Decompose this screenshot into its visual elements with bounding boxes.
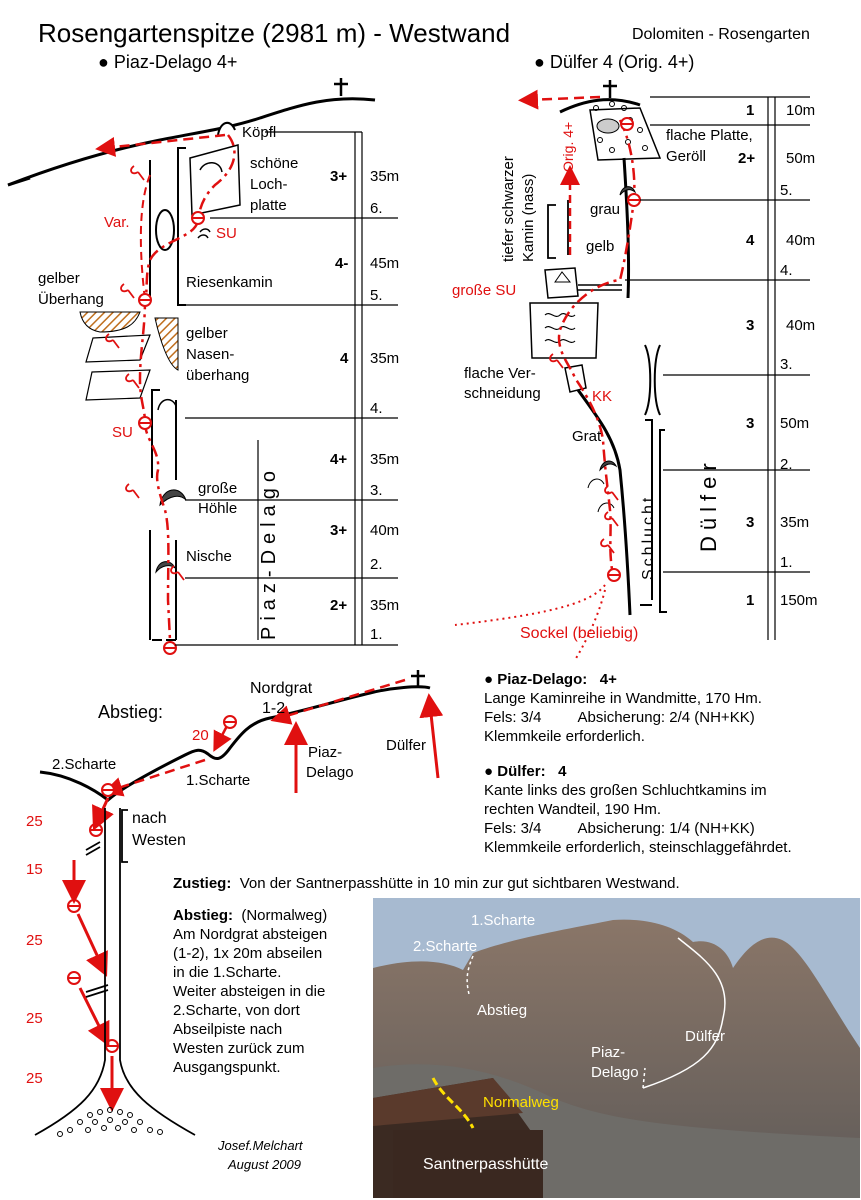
info-abstieg-line-6: Abseilpiste nach bbox=[173, 1021, 283, 1038]
label-kamin-1: tiefer schwarzer bbox=[500, 156, 517, 262]
route-left-heading: ● Piaz-Delago 4+ bbox=[98, 52, 238, 72]
duelfer-pitch-no-4: 4. bbox=[780, 262, 793, 279]
duelfer-length-2: 50m bbox=[780, 415, 810, 432]
piaz-grade-2: 3+ bbox=[330, 522, 348, 539]
duelfer-exit-arrow bbox=[528, 97, 600, 100]
info-piaz-fels: Fels: 3/4 bbox=[484, 709, 542, 726]
info-abstieg-line-1: Am Nordgrat absteigen bbox=[173, 926, 328, 943]
gelber-ueberhang-shape bbox=[80, 312, 140, 332]
piaz-length-1: 35m bbox=[370, 597, 400, 614]
duelfer-grade-base: 1 bbox=[746, 592, 755, 609]
label-kamin-2: Kamin (nass) bbox=[520, 173, 537, 262]
piaz-grade-5: 4- bbox=[335, 255, 349, 272]
piaz-length-4: 35m bbox=[370, 350, 400, 367]
info-duelfer-head: Dülfer: bbox=[497, 763, 546, 780]
duelfer-length-4: 40m bbox=[786, 232, 816, 249]
label-rap-5: 25 bbox=[26, 1070, 43, 1087]
info-abstieg bbox=[173, 906, 373, 1077]
piaz-pitch-no-5: 5. bbox=[370, 287, 383, 304]
info-piaz-sicherung: Absicherung: 2/4 (NH+KK) bbox=[577, 709, 755, 726]
duelfer-vertical-name: Dülfer bbox=[696, 457, 721, 552]
flache-platte-shape bbox=[590, 108, 660, 160]
label-abstieg-duelfer: Dülfer bbox=[386, 737, 427, 754]
label-nordgrat: Nordgrat bbox=[250, 680, 313, 697]
label-rap-1: 25 bbox=[26, 813, 43, 830]
duelfer-length-1: 35m bbox=[780, 514, 810, 531]
duelfer-grade-3: 3 bbox=[746, 317, 755, 334]
label-var: Var. bbox=[104, 214, 130, 231]
sockel-dots bbox=[455, 585, 605, 660]
label-ueberhang: Überhang bbox=[38, 291, 104, 308]
label-westen: Westen bbox=[132, 832, 186, 849]
label-grosse: große bbox=[198, 480, 238, 497]
label-gelber: gelber bbox=[38, 270, 80, 287]
info-piaz-grade: 4+ bbox=[599, 671, 617, 688]
duelfer-grade-top: 1 bbox=[746, 102, 755, 119]
info-duelfer-grade: 4 bbox=[558, 763, 567, 780]
label-grosse-su: große SU bbox=[452, 282, 517, 299]
duelfer-pitch-no-2: 2. bbox=[780, 456, 793, 473]
label-nach: nach bbox=[132, 810, 167, 827]
duelfer-grade-4: 4 bbox=[746, 232, 755, 249]
label-rap-2: 15 bbox=[26, 861, 43, 878]
label-verschneidung-1: flache Ver- bbox=[464, 365, 536, 382]
mountain-photo bbox=[373, 898, 860, 1198]
info-abstieg-line-2: (1-2), 1x 20m abseilen bbox=[173, 945, 323, 962]
label-verschneidung-2: schneidung bbox=[464, 385, 541, 402]
info-duelfer-sicherung: Absicherung: 1/4 (NH+KK) bbox=[577, 820, 755, 837]
piaz-length-3: 35m bbox=[370, 451, 400, 468]
duelfer-grade-5: 2+ bbox=[738, 150, 756, 167]
label-abstieg-piaz-2: Delago bbox=[306, 764, 354, 781]
info-abstieg-line-7: Westen zurück zum bbox=[173, 1040, 305, 1057]
page-title: Rosengartenspitze (2981 m) - Westwand bbox=[38, 18, 511, 48]
label-scharte-2: 2.Scharte bbox=[52, 756, 117, 773]
piaz-length-5: 45m bbox=[370, 255, 400, 272]
piaz-length-6: 35m bbox=[370, 168, 400, 185]
duelfer-rib-line bbox=[624, 158, 629, 298]
label-su-1: SU bbox=[216, 225, 237, 242]
label-nasen: Nasen- bbox=[186, 346, 235, 363]
info-duelfer-line-2: rechten Wandteil, 190 Hm. bbox=[484, 801, 662, 818]
label-loch: Loch- bbox=[250, 176, 288, 193]
label-riesenkamin: Riesenkamin bbox=[186, 274, 273, 291]
piaz-pitch-no-2: 2. bbox=[370, 556, 383, 573]
schlucht-hole-icons bbox=[588, 461, 616, 512]
var-route-line bbox=[141, 175, 150, 300]
label-nordgrat-grade: 1-2 bbox=[262, 700, 286, 717]
label-hoehle: Höhle bbox=[198, 500, 238, 517]
photo-label-piaz-2: Delago bbox=[591, 1064, 639, 1081]
info-duelfer-line-1: Kante links des großen Schluchtkamins im bbox=[484, 782, 767, 799]
kamin-bracket bbox=[548, 200, 568, 258]
label-gelber-nasen: gelber bbox=[186, 325, 228, 342]
photo-label-scharte-1: 1.Scharte bbox=[471, 912, 536, 929]
photo-label-normalweg: Normalweg bbox=[483, 1094, 559, 1111]
label-abstieg-piaz-1: Piaz- bbox=[308, 744, 343, 761]
label-platte: platte bbox=[250, 197, 287, 214]
piaz-pitch-no-1: 1. bbox=[370, 626, 383, 643]
info-piaz: ● Piaz-Delago: 4+ Lange Kaminreihe in Wandmitte, 170 Hm. Fels: 3/4 Absicherung: 2/4 (NH+KK) Klemmkeile erforderlich. bbox=[484, 670, 854, 746]
piaz-exit-arrow bbox=[105, 135, 225, 148]
info-abstieg-line-3: in die 1.Scharte. bbox=[173, 964, 282, 981]
info-duelfer-fels: Fels: 3/4 bbox=[484, 820, 542, 837]
piaz-grade-1: 2+ bbox=[330, 597, 348, 614]
label-koepfl: Köpfl bbox=[242, 124, 277, 141]
label-nasenueberhang: überhang bbox=[186, 367, 250, 384]
label-nische: Nische bbox=[186, 548, 232, 565]
duelfer-grade-2: 3 bbox=[746, 415, 755, 432]
date: August 2009 bbox=[228, 1157, 302, 1172]
label-scharte-1: 1.Scharte bbox=[186, 772, 251, 789]
photo-label-abstieg: Abstieg bbox=[477, 1002, 528, 1019]
info-zustieg-head: Zustieg: bbox=[173, 875, 232, 892]
info-abstieg-head: Abstieg: bbox=[173, 907, 233, 924]
info-piaz-line-1: Lange Kaminreihe in Wandmitte, 170 Hm. bbox=[484, 690, 762, 707]
piaz-grade-4: 4 bbox=[340, 350, 349, 367]
wave-slab-shape bbox=[530, 303, 598, 358]
label-grat: Grat bbox=[572, 428, 602, 445]
upper-niche-icon bbox=[158, 400, 176, 410]
info-zustieg-text: Von der Santnerpasshütte in 10 min zur gut sichtbaren Westwand. bbox=[239, 875, 680, 892]
su-bracket-icon bbox=[198, 229, 210, 238]
info-piaz-head: Piaz-Delago: bbox=[497, 671, 588, 688]
label-grau: grau bbox=[590, 201, 621, 218]
route-right-heading: ● Dülfer 4 (Orig. 4+) bbox=[534, 52, 695, 72]
label-rap-20: 20 bbox=[192, 727, 209, 744]
photo-label-huette: Santnerpasshütte bbox=[423, 1156, 549, 1173]
info-abstieg-line-8: Ausgangspunkt. bbox=[173, 1059, 281, 1076]
info-abstieg-line-4: Weiter absteigen in die bbox=[173, 983, 326, 1000]
duelfer-pitch-no-3: 3. bbox=[780, 356, 793, 373]
info-abstieg-line-5: 2.Scharte, von dort bbox=[173, 1002, 300, 1019]
photo-label-piaz-1: Piaz- bbox=[591, 1044, 626, 1061]
label-schoene: schöne bbox=[250, 155, 299, 172]
summit-cross-right-icon bbox=[603, 80, 617, 98]
piaz-grade-6: 3+ bbox=[330, 168, 348, 185]
duelfer-length-base: 150m bbox=[780, 592, 818, 609]
abstieg-wall-lines bbox=[35, 808, 195, 1135]
nasenueberhang-shape bbox=[155, 318, 178, 370]
piaz-pitch-no-4: 4. bbox=[370, 400, 383, 417]
label-schlucht: Schlucht bbox=[640, 494, 657, 580]
photo-label-duelfer: Dülfer bbox=[685, 1028, 726, 1045]
photo-label-scharte-2: 2.Scharte bbox=[413, 938, 478, 955]
piaz-length-2: 40m bbox=[370, 522, 400, 539]
label-rap-4: 25 bbox=[26, 1010, 43, 1027]
label-geroell: Geröll bbox=[666, 148, 707, 165]
duelfer-grade-1: 3 bbox=[746, 514, 755, 531]
abstieg-diagram-title: Abstieg: bbox=[98, 702, 164, 722]
abstieg-cross-icon bbox=[411, 670, 425, 688]
info-duelfer: ● Dülfer: 4 Kante links des großen Schluchtkamins im rechten Wandteil, 190 Hm. Fels: 3/4 Absicherung: 1/4 (NH+KK) Klemmkeile erforderlich, steinschlaggefährdet. bbox=[484, 762, 854, 857]
duelfer-grat-line bbox=[578, 390, 630, 615]
duelfer-pitch-no-1: 1. bbox=[780, 554, 793, 571]
piaz-pitch-no-6: 6. bbox=[370, 200, 383, 217]
label-flache-platte: flache Platte, bbox=[666, 127, 753, 144]
chimney-hole-icon bbox=[156, 210, 174, 250]
summit-cross-left-icon bbox=[334, 78, 348, 96]
info-piaz-line-3: Klemmkeile erforderlich. bbox=[484, 728, 645, 745]
label-su-2: SU bbox=[112, 424, 133, 441]
duelfer-up-arrow bbox=[430, 705, 438, 778]
region-label: Dolomiten - Rosengarten bbox=[632, 26, 810, 43]
piaz-grade-3: 4+ bbox=[330, 451, 348, 468]
duelfer-length-3: 40m bbox=[786, 317, 816, 334]
piaz-vertical-name: Piaz-Delago bbox=[258, 465, 280, 640]
lochplatte-shape bbox=[190, 145, 240, 215]
label-sockel: Sockel (beliebig) bbox=[520, 625, 639, 642]
abstieg-rappel-arrows bbox=[74, 798, 112, 1100]
info-zustieg bbox=[173, 874, 853, 893]
label-kk: KK bbox=[592, 388, 613, 405]
label-rap-3: 25 bbox=[26, 932, 43, 949]
koepfl-icon bbox=[218, 123, 235, 135]
duelfer-length-5: 50m bbox=[786, 150, 816, 167]
label-orig: Orig. 4+ bbox=[560, 121, 576, 172]
geroell-base-dots bbox=[58, 1108, 163, 1137]
label-gelb: gelb bbox=[586, 238, 615, 255]
duelfer-pitch-no-5: 5. bbox=[780, 182, 793, 199]
info-duelfer-line-4: Klemmkeile erforderlich, steinschlaggefährdet. bbox=[484, 839, 792, 856]
author: Josef.Melchart bbox=[218, 1138, 303, 1153]
piaz-pitch-no-3: 3. bbox=[370, 482, 383, 499]
duelfer-length-top: 10m bbox=[786, 102, 816, 119]
geroell-block-icon bbox=[597, 119, 619, 133]
info-abstieg-sub: (Normalweg) bbox=[241, 907, 328, 924]
